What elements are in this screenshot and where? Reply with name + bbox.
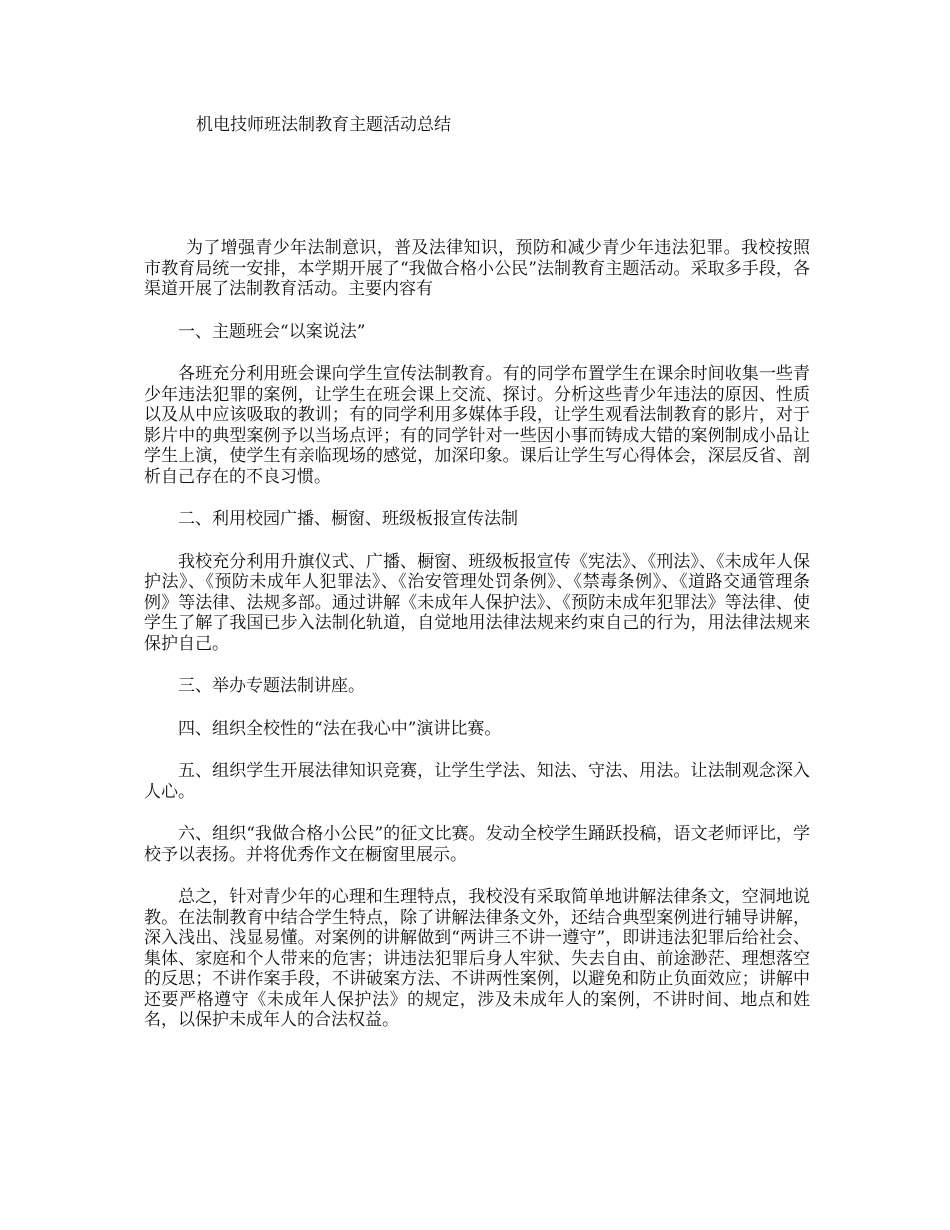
section-paragraph-6: 六、组织“我做合格小公民”的征文比赛。发动全校学生踊跃投稿，语文老师评比，学校予以表扬。并将优秀作文在橱窗里展示。 <box>144 824 810 865</box>
section-heading-2: 二、利用校园广播、橱窗、班级板报宣传法制 <box>178 509 518 529</box>
section-paragraph-1: 各班充分利用班会课向学生宣传法制教育。有的同学布置学生在课余时间收集一些青少年违法犯罪的案例，让学生在班会课上交流、探讨。分析这些青少年违法的原因、性质以及从中应该吸取的教训；有的同学利用多媒体手段，让学生观看法制教育的影片，对于影片中的典型案例予以当场点评；有的同学针对一些因小事而铸成大错的案例制成小品让学生上演，使学生有亲临现场的感觉，加深印象。课后让学生写心得体会，深层反省、剖析自己存在的不良习惯。 <box>144 364 810 487</box>
document-title: 机电技师班法制教育主题活动总结 <box>196 115 451 135</box>
summary-paragraph: 总之，针对青少年的心理和生理特点，我校没有采取简单地讲解法律条文，空洞地说教。在法制教育中结合学生特点，除了讲解法律条文外，还结合典型案例进行辅导讲解，深入浅出、浅显易懂。对案例的讲解做到“两讲三不讲一遵守”，即讲违法犯罪后给社会、集体、家庭和个人带来的危害；讲违法犯罪后身人牢狱、失去自由、前途渺茫、理想落空的反思；不讲作案手段，不讲破案方法、不讲两性案例，以避免和防止负面效应；讲解中还要严格遵守《未成年人保护法》的规定，涉及未成年人的案例，不讲时间、地点和姓名，以保护未成年人的合法权益。 <box>144 887 810 1030</box>
section-heading-1: 一、主题班会“以案说法” <box>178 321 366 342</box>
intro-paragraph: 为了增强青少年法制意识，普及法律知识，预防和减少青少年违法犯罪。我校按照市教育局统一安排，本学期开展了“我做合格小公民”法制教育主题活动。采取多手段，各渠道开展了法制教育活动。主要内容有 <box>144 238 810 299</box>
section-heading-3: 三、举办专题法制讲座。 <box>178 676 365 696</box>
section-paragraph-5: 五、组织学生开展法律知识竞赛，让学生学法、知法、守法、用法。让法制观念深入人心。 <box>144 761 810 802</box>
document-body <box>144 238 810 1053</box>
section-paragraph-2: 我校充分利用升旗仪式、广播、橱窗、班级板报宣传《宪法》、《刑法》、《未成年人保护法》、《预防未成年人犯罪法》、《治安管理处罚条例》、《禁毒条例》、《道路交通管理条例》等法律、法规多部。通过讲解《未成年人保护法》、《预防未成年犯罪法》等法律、使学生了解了我国已步入法制化轨道，自觉地用法律法规来约束自己的行为，用法律法规来保护自己。 <box>144 551 810 654</box>
section-heading-4: 四、组织全校性的“法在我心中”演讲比赛。 <box>178 718 502 739</box>
